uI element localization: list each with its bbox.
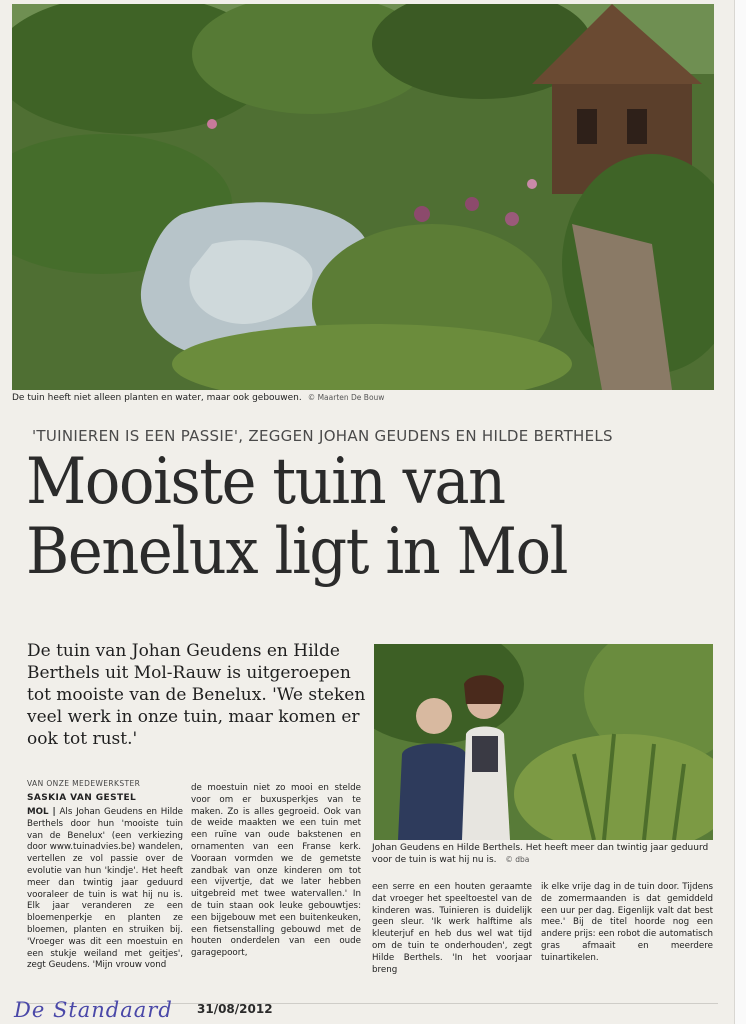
top-photo-caption-text: De tuin heeft niet alleen planten en water, maar ook gebouwen. [12, 393, 302, 403]
article-headline [26, 447, 670, 587]
portrait-caption [372, 843, 717, 866]
article-kicker: 'TUINIEREN IS EEN PASSIE', ZEGGEN JOHAN GEUDENS EN HILDE BERTHELS [32, 427, 613, 445]
portrait-credit: © dba [505, 855, 530, 864]
garden-photo [12, 4, 714, 390]
top-photo-credit: © Maarten De Bouw [307, 393, 385, 402]
headline-line-1: Mooiste tuin van [26, 445, 505, 519]
body-column-2: de moestuin niet zo mooi en stelde voor om er buxusperkjes van te maken. Zo is alles gegroeid. Ook van de weide maakten we een tuin met een ruïne van oude bakstenen en ornamenten van een Franse kerk. Vooraan vormden we de gemetste zandbak van onze kinderen om tot een vijvertje, dat we later hebben uitgebreid met twee watervallen.' In de tuin staan ook leuke gebouwtjes: een bijgebouw met een buitenkeuken, een fietsenstalling gebouwd met de houten onderdelen van een oude garagepoort, [191, 783, 361, 959]
body-column-3: een serre en een houten geraamte dat vroeger het speeltoestel van de kinderen was. Tuinieren is duidelijk geen sleur. 'Ik werk halftime als kleuterjuf en heb dus wel wat tijd om de tuin te onderhouden', zegt Hilde Berthels. 'In het voorjaar breng [372, 882, 532, 975]
headline-line-2: Benelux ligt in Mol [26, 515, 568, 589]
page-edge [734, 0, 746, 1024]
dateline: MOL | [27, 807, 56, 817]
source-handwriting: De Standaard [14, 998, 173, 1022]
garden-illustration [12, 4, 714, 390]
portrait-photo [374, 644, 713, 840]
portrait-illustration [374, 644, 713, 840]
top-photo-caption [12, 393, 714, 403]
article-lead: De tuin van Johan Geudens en Hilde Berthels uit Mol-Rauw is uitgeroepen tot mooiste van de Benelux. 'We steken veel werk in onze tuin, maar komen er ook tot rust.' [27, 641, 366, 749]
body-column-1 [27, 807, 183, 972]
byline-name: SASKIA VAN GESTEL [27, 793, 137, 803]
clipping-date: 31/08/2012 [197, 1002, 273, 1016]
byline-label: VAN ONZE MEDEWERKSTER [27, 779, 141, 788]
body-column-4: ik elke vrije dag in de tuin door. Tijdens de zomermaanden is dat gemiddeld een uur per dag. Eigenlijk valt dat best mee.' Bij de titel hoorde nog een andere prijs: een robot die automatisch gras afmaait en meerdere tuinartikelen. [541, 882, 713, 963]
body-column-1-text: Als Johan Geudens en Hilde Berthels door hun 'mooiste tuin van de Benelux' (een verkiezing door www.tuinadvies.be) wandelen, vertellen ze vol passie over de evolutie van hun 'kindje'. Het heeft meer dan twintig jaar geduurd vooraleer de tuin is wat hij nu is. Elk jaar veranderen ze een bloemenperkje en planten ze bloemen, planten en struiken bij. 'Vroeger was dit een moestuin en een stukje weiland met geitjes', zegt Geudens. 'Mijn vrouw vond [27, 807, 184, 971]
portrait-caption-text: Johan Geudens en Hilde Berthels. Het heeft meer dan twintig jaar geduurd voor de tuin is wat hij nu is. [372, 843, 709, 865]
